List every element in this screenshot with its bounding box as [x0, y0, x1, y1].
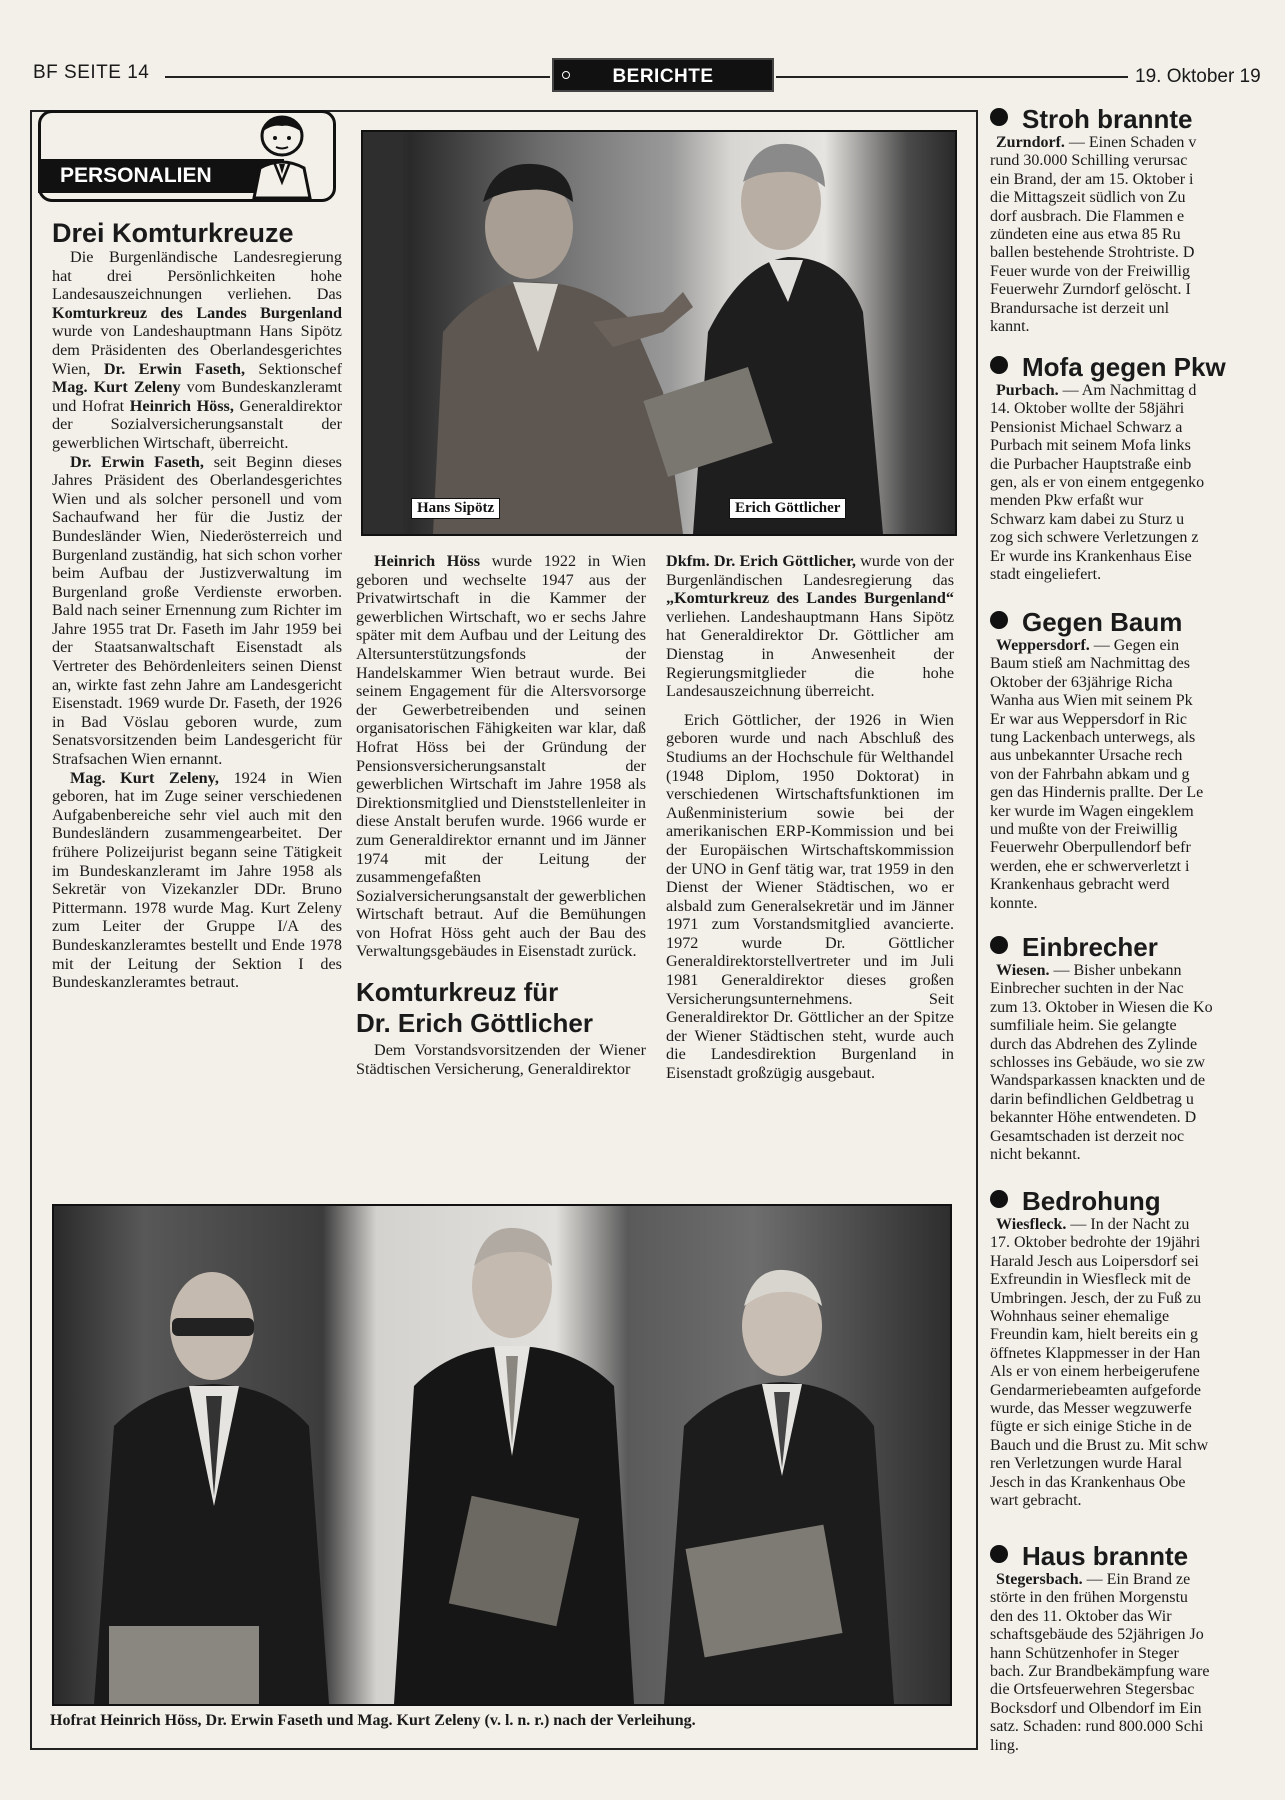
right-news-column: [990, 104, 1285, 1755]
news-line: aus unbekannter Ursache rech: [990, 747, 1183, 765]
news-title: [990, 1541, 1285, 1571]
news-item-haus: [990, 1541, 1285, 1755]
text: 1924 in Wien geboren, hat im Zuge seiner verschiedenen Aufgabenbereiche sehr viel auch mit den Bundesländern zusammengearbeitet. Der frühere Polizeijurist begann seine Tätigkeit im Bundeskanzleramt im Jahre 1958 als Sekretär von Vizekanzler DDr. Bruno Pittermann. 1978 wurde Mag. Kurt Zeleny zum Leiter der Gruppe I/A des Bundeskanzleramtes bestellt und Ende 1978 mit der Leitung der Sektion I des Bundeskanzleramtes betraut.: [52, 768, 342, 992]
bold-text: Mag. Kurt Zeleny,: [70, 768, 219, 787]
news-place: Wiesen.: [996, 962, 1054, 979]
news-body: [990, 382, 1285, 584]
text: Dem Vorstandsvorsitzenden der Wiener Städtischen Versicherung, Generaldirektor: [356, 1041, 646, 1078]
news-line: dorf ausbrach. Die Flammen e: [990, 207, 1185, 225]
text: seit Beginn dieses Jahres Präsident des Oberlandesgerichtes Wien und als solcher personell und vom Sachaufwand her für die Justiz der Bundesländer Wien, Niederösterreich und Burgenland zuständig, hat sich schon vorher beim Aufbau der Justizverwaltung im Burgenland große Verdienste erworben. Bald nach seiner Ernennung zum Richter im Jahre 1955 trat Dr. Faseth im Jahr 1959 bei der Staatsanwaltschaft Eisenstadt als Vertreter des Behördenleiters seinen Dienst an, wirkte fast zehn Jahre am Landesgericht Eisenstadt. 1969 wurde Dr. Faseth, der 1926 in Bad Vöslau geboren wurde, zum Senatsvorsitzenden beim Landesgericht für Strafsachen Wien ernannt.: [52, 452, 342, 769]
news-item-bedrohung: [990, 1186, 1285, 1541]
news-line: öffnetes Klappmesser in der Han: [990, 1344, 1201, 1362]
text: vom Bundeskanzleramt und Hofrat: [52, 378, 342, 415]
news-place: Weppersdorf.: [996, 637, 1094, 654]
news-line: Weppersdorf. — Gegen ein: [996, 637, 1180, 654]
news-line: Jesch in das Krankenhaus Obe: [990, 1473, 1186, 1491]
article-drei-komturkreuze: [52, 218, 342, 992]
news-line: den des 11. Oktober das Wir: [990, 1607, 1172, 1625]
news-line: gen, als er von einem entgegenko: [990, 474, 1205, 492]
bottom-photo-caption: Hofrat Heinrich Höss, Dr. Erwin Faseth und Mag. Kurt Zeleny (v. l. n. r.) nach der Verleihung.: [50, 1712, 696, 1729]
text: Generaldirektor der Sozialversicherungsanstalt der gewerblichen Wirtschaft, überreicht.: [52, 396, 343, 452]
news-body: [990, 134, 1285, 336]
news-title: [990, 607, 1285, 637]
text: wurde 1922 in Wien geboren und wechselte 1947 aus der Privatwirtschaft in die Kammer der gewerblichen Wirtschaft, wo er sechs Jahre später mit dem Aufbau und der Leitung des Altersunterstützungsfonds der Handelskammer Wien betraut wurde. Bei seinem Engagement für die Altersvorsorge der Gewerbetreibenden und seinen organisatorischen Fähigkeiten war klar, daß Hofrat Höss bei der Gründung der Pensionsversicherungsanstalt der gewerblichen Wirtschaft im Jahre 1958 als Direktionsmitglied und Dienststellenleiter in diese Anstalt berufen wurde. 1966 wurde er zum Generaldirektor ernannt und im Jänner 1974 mit der Leitung der zusammengefaßten Sozialversicherungsanstalt der gewerblichen Wirtschaft betraut. Auf die Bemühungen von Hofrat Höss geht auch der Bau des Verwaltungsgebäudes in Eisenstadt zurück.: [356, 552, 646, 961]
bold-text: Heinrich Höss,: [129, 396, 234, 415]
news-place: Wiesfleck.: [996, 1216, 1071, 1233]
news-line: Zurndorf. — Einen Schaden v: [996, 134, 1197, 151]
news-title-text: Mofa gegen Pkw: [1022, 352, 1226, 382]
news-title-text: Bedrohung: [1022, 1186, 1161, 1216]
news-place: Purbach.: [996, 382, 1063, 399]
news-line: ker wurde im Wagen eingeklem: [990, 802, 1194, 820]
news-line: Purbach. — Am Nachmittag d: [996, 382, 1197, 399]
section-tag: [552, 58, 774, 92]
news-line: Bauch und die Brust zu. Mit schw: [990, 1436, 1209, 1454]
bullet-icon: [990, 936, 1008, 954]
news-line: stadt eingeliefert.: [990, 566, 1102, 584]
bold-text: Dr. Erwin Faseth,: [103, 359, 246, 378]
photo-illustration: [54, 1206, 950, 1704]
header-rule-right: [776, 76, 1128, 78]
article-heinrich-hoess: [356, 552, 646, 1078]
news-title-text: Gegen Baum: [1022, 607, 1183, 637]
news-line: und mußte von der Freiwillig: [990, 821, 1178, 839]
news-line: zündeten eine aus etwa 85 Ru: [990, 226, 1181, 244]
text: Sektionschef: [245, 359, 342, 378]
photo-caption-left: Hans Sipötz: [411, 498, 500, 519]
news-item-einbrecher: [990, 932, 1285, 1186]
news-line: Harald Jesch aus Loipersdorf sei: [990, 1252, 1199, 1270]
bullet-icon: [990, 108, 1008, 126]
news-line: Gesamtschaden ist derzeit noc: [990, 1127, 1185, 1145]
text: Die Burgenländische Landesregierung hat drei Persönlichkeiten hohe Landesauszeichnungen verliehen. Das: [52, 248, 342, 304]
news-line: Feuer wurde von der Freiwillig: [990, 262, 1190, 280]
news-line: bekannter Höhe entwendeten. D: [990, 1109, 1197, 1127]
news-line: darin befindlichen Geldbetrag u: [990, 1090, 1194, 1108]
article-title-goettlicher: [356, 977, 646, 1039]
news-item-stroh: [990, 104, 1285, 352]
title-line: Dr. Erich Göttlicher: [356, 1008, 593, 1039]
title-line: Komturkreuz für: [356, 977, 559, 1008]
news-line: Einbrecher suchten in der Nac: [990, 980, 1184, 998]
person-icon: [246, 112, 318, 200]
news-line: Schwarz kam dabei zu Sturz u: [990, 510, 1185, 528]
news-line: Wiesen. — Bisher unbekann: [996, 962, 1182, 979]
news-line: durch das Abdrehen des Zylinde: [990, 1035, 1198, 1053]
news-line: Oktober der 63jährige Richa: [990, 673, 1173, 691]
photo-three-laureates: [52, 1204, 952, 1706]
bullet-icon: [990, 356, 1008, 374]
news-line: Krankenhaus gebracht werd: [990, 876, 1170, 894]
news-line: fügte er sich einige Stiche in de: [990, 1418, 1192, 1436]
news-line: hann Schützenhofer in Steger: [990, 1644, 1179, 1662]
bullet-icon: [990, 1545, 1008, 1563]
article-title: Drei Komturkreuze: [52, 218, 294, 248]
news-line: werden, ehe er schwerverletzt i: [990, 857, 1190, 875]
news-line: die Ortsfeuerwehren Stegersbac: [990, 1681, 1195, 1699]
news-line: tung Lackenbach unterwegs, als: [990, 729, 1196, 747]
news-line: wurde, das Messer wegzuwerfe: [990, 1400, 1192, 1418]
news-line: Freundin kam, hielt bereits ein g: [990, 1326, 1198, 1344]
bold-text: Heinrich Höss: [374, 552, 481, 570]
news-line: wart gebracht.: [990, 1492, 1082, 1510]
news-line: satz. Schaden: rund 800.000 Schi: [990, 1718, 1204, 1736]
news-line: 14. Oktober wollte der 58jähri: [990, 400, 1185, 418]
news-line: 17. Oktober bedrohte der 19jähri: [990, 1234, 1201, 1252]
news-line: Bocksdorf und Olbendorf im Ein: [990, 1699, 1202, 1717]
bold-text: Dkfm. Dr. Erich Göttlicher,: [666, 552, 856, 570]
news-line: zog sich schwere Verletzungen z: [990, 529, 1199, 547]
news-line: Feuerwehr Zurndorf gelöscht. I: [990, 281, 1191, 299]
news-line: nicht bekannt.: [990, 1146, 1081, 1164]
bold-text: Dr. Erwin Faseth,: [70, 452, 204, 471]
news-line: Brandursache ist derzeit unl: [990, 299, 1170, 317]
article-goettlicher: [666, 552, 954, 1083]
news-title: [990, 352, 1285, 382]
news-line: ren Verletzungen wurde Haral: [990, 1455, 1183, 1473]
news-line: Er wurde ins Krankenhaus Eise: [990, 547, 1192, 565]
photo-illustration: [363, 132, 955, 534]
news-place: Stegersbach.: [996, 1571, 1087, 1588]
news-body: [990, 1216, 1285, 1511]
news-line: ling.: [990, 1736, 1019, 1754]
news-line: Pensionist Michael Schwarz a: [990, 418, 1183, 436]
news-item-mofa: [990, 352, 1285, 607]
news-line: die Purbacher Hauptstraße einb: [990, 455, 1192, 473]
news-line: Gendarmeriebeamten aufgeforde: [990, 1381, 1201, 1399]
text: wurde von der Burgenländischen Landesregierung das: [666, 552, 955, 589]
news-title: [990, 1186, 1285, 1216]
bold-text: Mag. Kurt Zeleny: [52, 378, 181, 397]
news-line: Exfreundin in Wiesfleck mit de: [990, 1271, 1191, 1289]
news-line: Feuerwehr Oberpullendorf befr: [990, 839, 1191, 857]
news-line: menden Pkw erfaßt wur: [990, 492, 1144, 510]
news-body: [990, 962, 1285, 1164]
news-line: ballen bestehende Strohtriste. D: [990, 244, 1195, 262]
news-line: schlosses ins Gebäude, wo sie zw: [990, 1054, 1206, 1072]
news-line: Stegersbach. — Ein Brand ze: [996, 1571, 1191, 1588]
text: wurde von Landeshauptmann Hans Sipötz dem Präsidenten des Oberlandesgerichtes Wien,: [52, 322, 342, 378]
bullet-icon: [990, 1190, 1008, 1208]
section-title: BERICHTE: [612, 66, 714, 87]
news-line: zum 13. Oktober in Wiesen die Ko: [990, 998, 1213, 1016]
news-line: Wandsparkassen knackten und de: [990, 1072, 1206, 1090]
news-line: von der Fahrbahn abkam und g: [990, 765, 1190, 783]
news-title: [990, 104, 1285, 134]
news-line: konnte.: [990, 894, 1038, 912]
photo-award-ceremony: [361, 130, 957, 536]
news-line: gen das Hindernis prallte. Der Le: [990, 784, 1204, 802]
news-line: Er war aus Weppersdorf in Ric: [990, 710, 1188, 728]
news-line: Purbach mit seinem Mofa links: [990, 437, 1191, 455]
news-line: bach. Zur Brandbekämpfung ware: [990, 1663, 1210, 1681]
bold-text: Komturkreuz des Landes Burgenland: [52, 303, 342, 322]
news-line: rund 30.000 Schilling verursac: [990, 152, 1188, 170]
news-title-text: Einbrecher: [1022, 932, 1158, 962]
personalien-label: PERSONALIEN: [38, 159, 284, 193]
news-line: störte in den frühen Morgenstu: [990, 1589, 1188, 1607]
news-line: Wohnhaus seiner ehemalige: [990, 1308, 1170, 1326]
news-line: kannt.: [990, 318, 1030, 336]
issue-date: 19. Oktober 19: [1135, 66, 1261, 87]
bold-text: „Komturkreuz des Landes Burgenland“: [666, 589, 954, 608]
news-title-text: Haus brannte: [1022, 1541, 1189, 1571]
bullet-icon: [990, 611, 1008, 629]
text: verliehen. Landeshauptmann Hans Sipötz hat Generaldirektor Dr. Göttlicher am Dienstag in Anwesenheit der Regierungsmitglieder die hohe Landesauszeichnung überreicht.: [666, 607, 954, 701]
news-line: die Mittagszeit südlich von Zu: [990, 189, 1186, 207]
text: Erich Göttlicher, der 1926 in Wien geboren wurde und nach Abschluß des Studiums an der Hochschule für Welthandel (1948 Diplom, 1950 Doktorat) in verschiedenen Wirtschaftsfunktionen im Außenministerium sowie bei der amerikanischen ERP-Kommission und bei der Europäischen Wirtschaftskommission der UNO in Genf tätig war, trat 1959 in den Dienst der Wiener Städtischen, wo er alsbald zum Generalsekretär und im Jänner 1971 zum Vorstandsmitglied avancierte. 1972 wurde Dr. Göttlicher Generaldirektorstellvertreter und im Juli 1981 Generaldirektor dieses großen Versicherungsunternehmens. Seit Generaldirektor Dr. Göttlicher an der Spitze der Wiener Städtischen steht, wurde auch die Landesdirektion Burgenland in Eisenstadt großzügig ausgebaut.: [666, 710, 954, 1083]
news-line: Wiesfleck. — In der Nacht zu: [996, 1216, 1190, 1233]
news-body: [990, 637, 1285, 913]
news-item-baum: [990, 607, 1285, 932]
news-line: schaftsgebäude des 52jährigen Jo: [990, 1626, 1204, 1644]
news-place: Zurndorf.: [996, 134, 1069, 151]
news-title: [990, 932, 1285, 962]
page-number: BF SEITE 14: [33, 62, 150, 83]
news-line: ein Brand, der am 15. Oktober i: [990, 170, 1194, 188]
news-line: Als er von einem herbeigerufene: [990, 1363, 1200, 1381]
news-title-text: Stroh brannte: [1022, 104, 1193, 134]
news-line: Wanha aus Wien mit seinem Pk: [990, 692, 1193, 710]
news-body: [990, 1571, 1285, 1755]
news-line: Baum stieß am Nachmittag des: [990, 655, 1190, 673]
news-line: Umbringen. Jesch, der zu Fuß zu: [990, 1289, 1202, 1307]
header-rule-left: [165, 76, 550, 78]
news-line: sumfiliale heim. Sie gelangte: [990, 1017, 1177, 1035]
photo-caption-right: Erich Göttlicher: [729, 498, 846, 519]
